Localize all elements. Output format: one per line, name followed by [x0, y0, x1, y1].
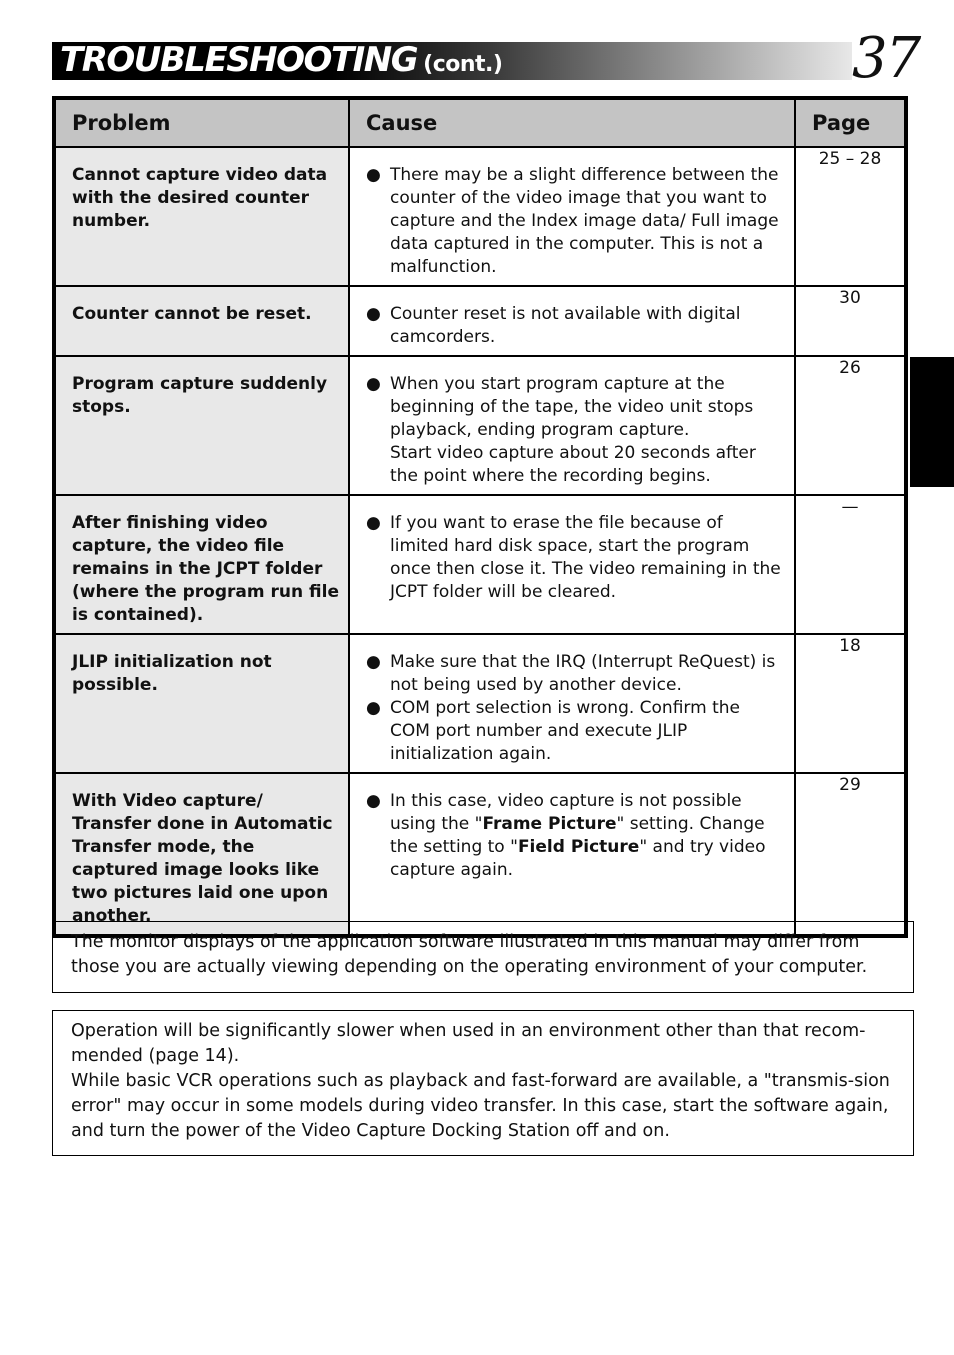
- problem-cell: Cannot capture video data with the desired counter number.: [54, 147, 349, 286]
- page-title: [60, 38, 502, 82]
- table-row: [54, 356, 906, 495]
- page-cell: 25 – 28: [795, 147, 906, 286]
- bullet-icon: ●: [366, 513, 381, 533]
- bullet-icon: ●: [366, 374, 381, 394]
- cause-item: ● In this case, video capture is not possible using the "Frame Picture" setting. Change the setting to "Field Picture" and try video capture again.: [366, 791, 766, 880]
- bullet-icon: ●: [366, 698, 381, 718]
- header-cause: Cause: [349, 98, 795, 147]
- problem-cell: JLIP initialization not possible.: [54, 634, 349, 773]
- setting-frame-picture: Frame Picture: [482, 814, 617, 834]
- page-cell: 26: [795, 356, 906, 495]
- page-title-text: TROUBLESHOOTING: [60, 40, 418, 80]
- table-row: [54, 773, 906, 936]
- note-text: The monitor displays of the application software illustrated in this manual may differ from those you are actually viewing depending on the operating environment of your computer.: [71, 932, 868, 977]
- page-cell: 18: [795, 634, 906, 773]
- note-text: While basic VCR operations such as playback and fast-forward are available, a "transmis-sion error" may occur in some models during video transfer. In this case, start the software again, and turn the power of the Video Capture Docking Station off and on.: [71, 1071, 890, 1141]
- bullet-icon: ●: [366, 165, 381, 185]
- cause-cell: [349, 286, 795, 356]
- page-title-suffix: (cont.): [423, 52, 503, 77]
- page-cell: 29: [795, 773, 906, 936]
- table-header-row: [54, 98, 906, 147]
- problem-cell: Counter cannot be reset.: [54, 286, 349, 356]
- cause-cell: [349, 495, 795, 634]
- troubleshooting-table: [52, 96, 908, 938]
- bullet-icon: ●: [366, 652, 381, 672]
- setting-field-picture: Field Picture: [517, 837, 640, 857]
- note-text: Operation will be significantly slower when used in an environment other than that recom-mended (page 14).: [71, 1021, 866, 1066]
- cause-cell: [349, 356, 795, 495]
- cause-item: ● Counter reset is not available with digital camcorders.: [366, 304, 741, 347]
- cause-cell: [349, 773, 795, 936]
- table-row: [54, 286, 906, 356]
- cause-item: ● If you want to erase the file because of limited hard disk space, start the program once then close it. The video remaining in the JCPT folder will be cleared.: [366, 513, 781, 602]
- cause-item: ● There may be a slight difference between the counter of the video image that you want to capture and the Index image data/ Full image data captured in the computer. This is not a malfunction.: [366, 165, 779, 277]
- page-cell: —: [795, 495, 906, 634]
- cause-cell: [349, 634, 795, 773]
- page-cell: 30: [795, 286, 906, 356]
- page-number: 37: [852, 26, 920, 91]
- header-page: Page: [795, 98, 906, 147]
- cause-item: ● COM port selection is wrong. Confirm the COM port number and execute JLIP initialization again.: [366, 698, 740, 764]
- table-row: [54, 634, 906, 773]
- problem-cell: After finishing video capture, the video file remains in the JCPT folder (where the program run file is contained).: [54, 495, 349, 634]
- table-row: [54, 495, 906, 634]
- note-monitor-display: [52, 921, 914, 993]
- cause-cell: [349, 147, 795, 286]
- bullet-icon: ●: [366, 304, 381, 324]
- table-row: [54, 147, 906, 286]
- note-operation-speed: [52, 1010, 914, 1156]
- problem-cell: With Video capture/ Transfer done in Automatic Transfer mode, the captured image looks like two pictures laid one upon another.: [54, 773, 349, 936]
- side-tab-marker: [910, 357, 954, 487]
- problem-cell: Program capture suddenly stops.: [54, 356, 349, 495]
- bullet-icon: ●: [366, 791, 381, 811]
- cause-item: ● When you start program capture at the beginning of the tape, the video unit stops playback, ending program capture. Start video capture about 20 seconds after the point where the recording begins.: [366, 374, 756, 486]
- cause-item: ● Make sure that the IRQ (Interrupt ReQuest) is not being used by another device.: [366, 652, 776, 695]
- header-problem: Problem: [54, 98, 349, 147]
